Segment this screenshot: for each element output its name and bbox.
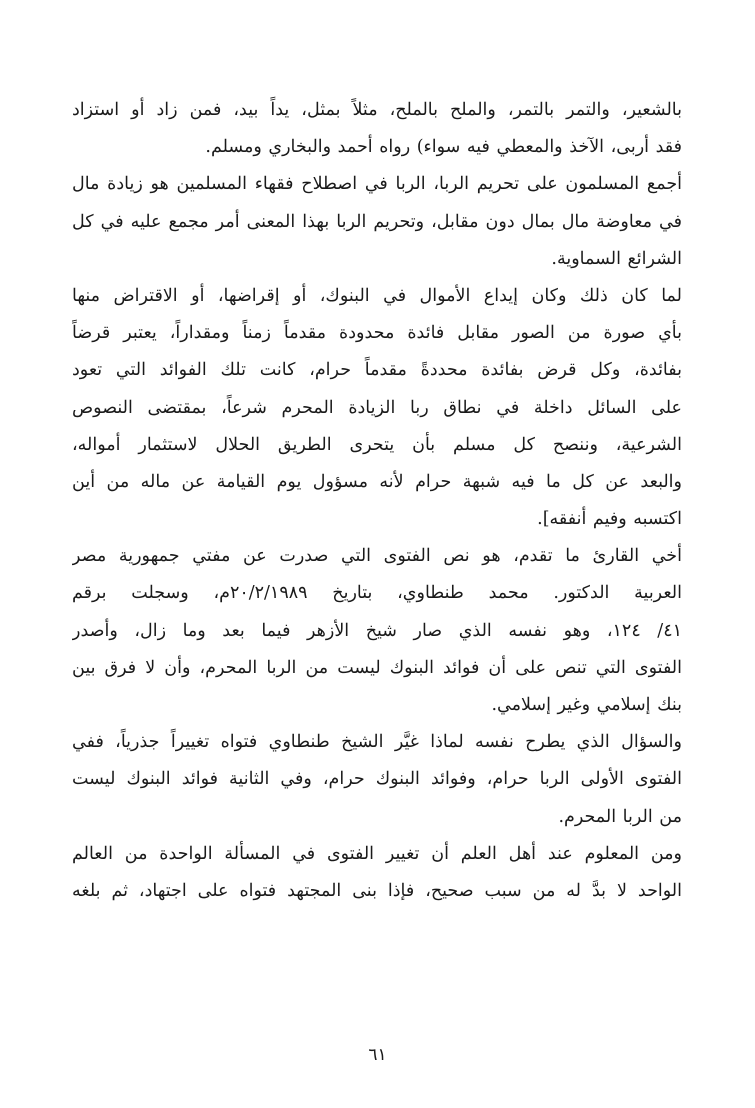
page-number: ٦١ (368, 1045, 387, 1065)
text-line: أجمع المسلمون على تحريم الربا، الربا في اصطلاح فقهاء المسلمين هو زيادة مال (72, 174, 682, 195)
text-line: الفتوى الأولى الربا حرام، وفوائد البنوك حرام، وفي الثانية فوائد البنوك ليست (72, 769, 682, 790)
text-line: والبعد عن كل ما فيه شبهة حرام لأنه مسؤول يوم القيامة عن ماله من أين (72, 471, 682, 492)
text-line: بفائدة، وكل قرض بفائدة محددةً مقدماً حرام، كانت تلك الفوائد التي تعود (72, 360, 682, 381)
text-line: الفتوى التي تنص على أن فوائد البنوك ليست من الربا المحرم، وأن لا فرق بين (72, 657, 682, 678)
text-line: فقد أربى، الآخذ والمعطي فيه سواء) رواه أحمد والبخاري ومسلم. (205, 137, 682, 158)
page-body (72, 92, 682, 952)
text-line: ومن المعلوم عند أهل العلم أن تغيير الفتوى في المسألة الواحدة من العالم (72, 843, 682, 864)
text-line: بأي صورة من الصور مقابل فائدة محدودة مقدماً زمناً ومقداراً، يعتبر قرضاً (72, 323, 682, 344)
text-line: بالشعير، والتمر بالتمر، والملح بالملح، مثلاً بمثل، يداً بيد، فمن زاد أو استزاد (72, 100, 682, 120)
text-line: اكتسبه وفيم أنفقه]. (537, 509, 682, 530)
text-line: بنك إسلامي وغير إسلامي. (491, 695, 682, 715)
text-line: على السائل داخلة في نطاق ربا الزيادة المحرم شرعاً، بمقتضى النصوص (72, 397, 682, 418)
text-line: والسؤال الذي يطرح نفسه لماذا غيَّر الشيخ طنطاوي فتواه تغييراً جذرياً، ففي (72, 732, 682, 753)
text-line: الشرائع السماوية. (551, 248, 682, 269)
text-line: في معاوضة مال بمال دون مقابل، وتحريم الربا بهذا المعنى أمر مجمع عليه في كل (72, 211, 682, 232)
text-line: العربية الدكتور. محمد طنطاوي، بتاريخ ٢٠/٢/١٩٨٩م، وسجلت برقم (72, 583, 682, 604)
text-line: الواحد لا بدَّ له من سبب صحيح، فإذا بنى المجتهد فتواه على اجتهاد، ثم بلغه (72, 880, 682, 901)
text-line: لما كان ذلك وكان إيداع الأموال في البنوك، أو إقراضها، أو الاقتراض منها (72, 285, 682, 306)
text-line: من الربا المحرم. (558, 806, 682, 827)
text-line: الشرعية، وننصح كل مسلم بأن يتحرى الطريق الحلال لاستثمار أمواله، (72, 434, 682, 455)
text-line: أخي القارئ ما تقدم، هو نص الفتوى التي صدرت عن مفتي جمهورية مصر (72, 546, 682, 567)
text-block (72, 92, 682, 910)
text-line: ٤١/ ١٢٤، وهو نفسه الذي صار شيخ الأزهر فيما بعد وما زال، وأصدر (72, 620, 682, 641)
